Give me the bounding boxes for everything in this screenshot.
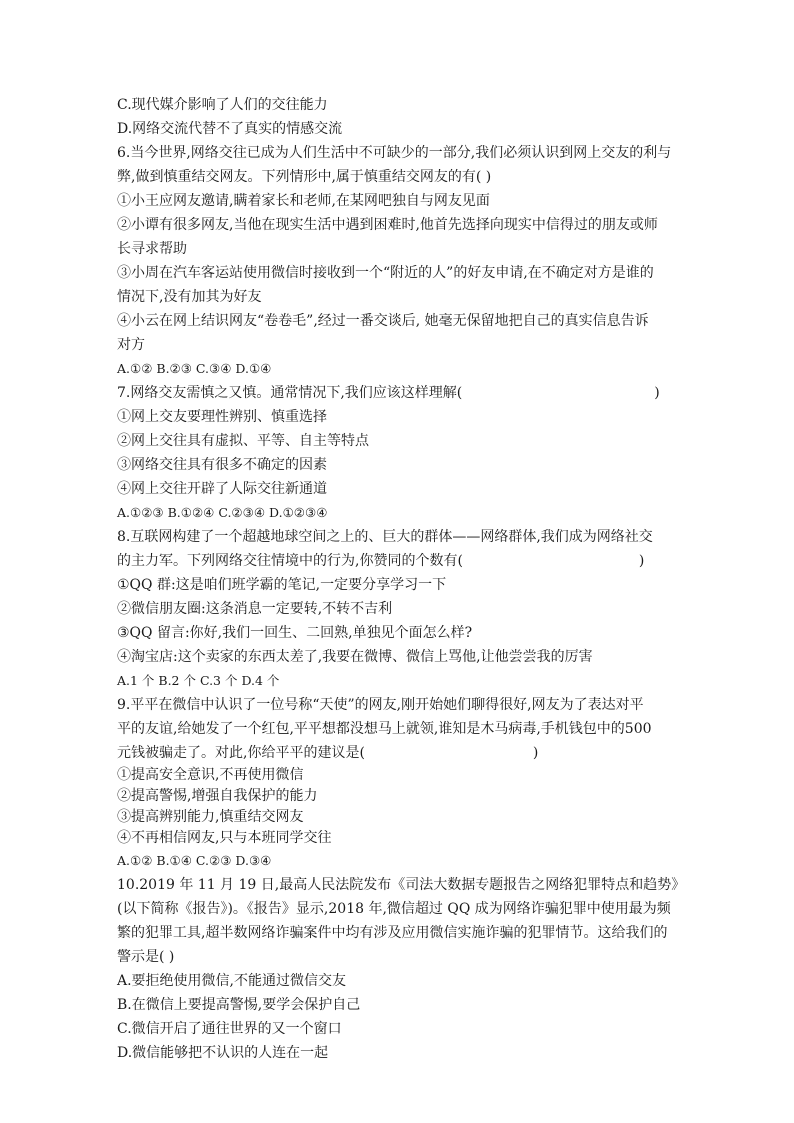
q6-stem-line-1: 6.当今世界,网络交往已成为人们生活中不可缺少的一部分,我们必须认识到网上交友的利与: [117, 145, 672, 161]
exam-page: [117, 93, 686, 1065]
q8-statement-2: ②微信朋友圈:这条消息一定要转,不转不吉利: [117, 601, 393, 617]
q10-stem-line-2: (以下简称《报告》)。《报告》显示,2018 年,微信超过 QQ 成为网络诈骗犯罪中使用最为频: [117, 901, 671, 917]
q6-statement-2b: 长寻求帮助: [117, 241, 187, 257]
q9-stem-line-3: [117, 741, 677, 765]
q6-statement-1: ①小王应网友邀请,瞒着家长和老师,在某网吧独自与网友见面: [117, 193, 490, 209]
q8-options: A.1 个 B.2 个 C.3 个 D.4 个: [117, 673, 280, 688]
q9-statement-2: ②提高警惕,增强自我保护的能力: [117, 788, 318, 804]
q5-option-d: D.网络交流代替不了真实的情感交流: [117, 121, 343, 137]
q8-stem-line-1: 8.互联网构建了一个超越地球空间之上的、巨大的群体——网络群体,我们成为网络社交: [117, 529, 653, 545]
q10-option-a: A.要拒绝使用微信,不能通过微信交友: [117, 973, 347, 989]
q7-statement-4: ④网上交往开辟了人际交往新通道: [117, 481, 327, 497]
q9-stem-line-2: 平的友谊,给她发了一个红包,平平想都没想马上就领,谁知是木马病毒,手机钱包中的500: [117, 721, 652, 737]
q10-option-b: B.在微信上要提高警惕,要学会保护自己: [117, 997, 361, 1013]
q7-stem-close: ): [654, 385, 660, 401]
q7-statement-3: ③网络交往具有很多不确定的因素: [117, 457, 327, 473]
q9-statement-4: ④不再相信网友,只与本班同学交往: [117, 830, 332, 846]
q9-stem-close: ): [532, 745, 539, 761]
q9-statement-1: ①提高安全意识,不再使用微信: [117, 767, 304, 783]
q8-stem-line-2: [117, 549, 677, 573]
q10-stem-line-4: 警示是( ): [117, 949, 175, 965]
q7-statement-2: ②网上交往具有虚拟、平等、自主等特点: [117, 433, 369, 449]
q8-statement-4: ④淘宝店:这个卖家的东西太差了,我要在微博、微信上骂他,让他尝尝我的厉害: [117, 649, 593, 665]
q6-statement-3b: 情况下,没有加其为好友: [117, 289, 262, 305]
q9-statement-3: ③提高辨别能力,慎重结交网友: [117, 809, 304, 825]
q9-options: A.①② B.①④ C.②③ D.③④: [117, 853, 272, 868]
q7-statement-1: ①网上交友要理性辨别、慎重选择: [117, 409, 327, 425]
q6-statement-4b: 对方: [117, 337, 145, 353]
q9-stem-text: 元钱被骗走了。对此,你给平平的建议是(: [117, 745, 365, 761]
q10-stem-line-3: 繁的犯罪工具,超半数网络诈骗案件中均有涉及应用微信实施诈骗的犯罪情节。这给我们的: [117, 925, 668, 941]
q10-option-d: D.微信能够把不认识的人连在一起: [117, 1045, 329, 1061]
q7-stem: [117, 381, 677, 405]
q6-statement-2a: ②小谭有很多网友,当他在现实生活中遇到困难时,他首先选择向现实中信得过的朋友或师: [117, 217, 658, 233]
q8-statement-3: ③QQ 留言:你好,我们一回生、二回熟,单独见个面怎么样?: [117, 625, 473, 641]
q6-statement-4a: ④小云在网上结识网友“卷卷毛”,经过一番交谈后, 她毫无保留地把自己的真实信息告诉: [117, 313, 649, 329]
q6-options: A.①② B.②③ C.③④ D.①④: [117, 361, 272, 376]
q7-stem-text: 7.网络交友需慎之又慎。通常情况下,我们应该这样理解(: [117, 385, 463, 401]
q10-option-c: C.微信开启了通往世界的又一个窗口: [117, 1021, 342, 1037]
q8-statement-1: ①QQ 群:这是咱们班学霸的笔记,一定要分享学习一下: [117, 577, 447, 593]
q7-options: A.①②③ B.①②④ C.②③④ D.①②③④: [117, 505, 328, 520]
q8-stem-text: 的主力军。下列网络交往情境中的行为,你赞同的个数有(: [117, 553, 463, 569]
q10-stem-line-1: 10.2019 年 11 月 19 日,最高人民法院发布《司法大数据专题报告之网络犯罪特点和趋势》: [117, 877, 686, 893]
q6-stem-line-2: 弊,做到慎重结交网友。下列情形中,属于慎重结交网友的有( ): [117, 169, 492, 185]
q6-statement-3a: ③小周在汽车客运站使用微信时接收到一个“附近的人”的好友申请,在不确定对方是谁的: [117, 265, 654, 281]
q8-stem-close: ): [638, 553, 645, 569]
q9-stem-line-1: 9.平平在微信中认识了一位号称“天使”的网友,刚开始她们聊得很好,网友为了表达对平: [117, 697, 644, 713]
q5-option-c: C.现代媒介影响了人们的交往能力: [117, 97, 328, 113]
